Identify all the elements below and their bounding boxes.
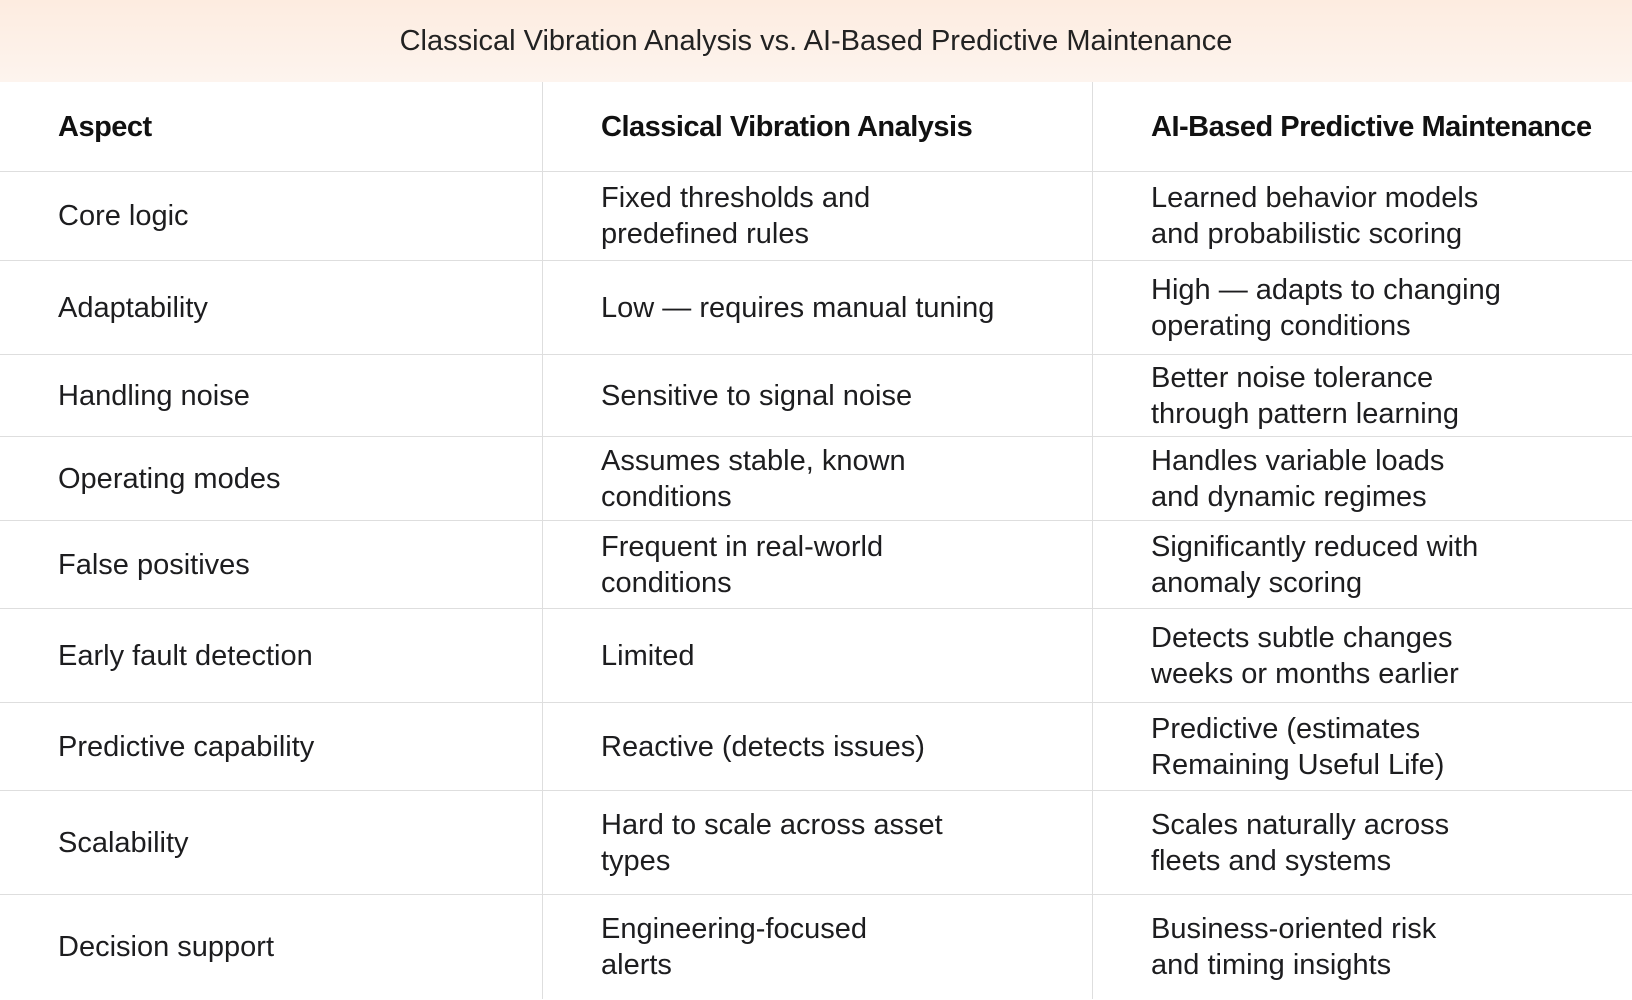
classical-cell: Engineering-focused alerts (542, 895, 1092, 999)
table-row (0, 703, 1632, 791)
classical-cell: Reactive (detects issues) (542, 703, 1092, 790)
table-row (0, 521, 1632, 609)
classical-cell: Fixed thresholds and predefined rules (542, 172, 1092, 260)
ai-cell: Better noise tolerance through pattern learning (1092, 355, 1632, 436)
header-classical: Classical Vibration Analysis (542, 82, 1092, 171)
aspect-cell: Early fault detection (58, 639, 313, 672)
ai-cell: Predictive (estimates Remaining Useful Life) (1092, 703, 1632, 790)
ai-cell: Scales naturally across fleets and systems (1092, 791, 1632, 894)
ai-cell: Significantly reduced with anomaly scoring (1092, 521, 1632, 608)
aspect-cell: Predictive capability (58, 730, 315, 763)
classical-cell: Limited (542, 609, 1092, 702)
table-row (0, 437, 1632, 521)
table-row (0, 791, 1632, 895)
table-title: Classical Vibration Analysis vs. AI-Based Predictive Maintenance (0, 0, 1632, 82)
classical-cell: Hard to scale across asset types (542, 791, 1092, 894)
table-row (0, 895, 1632, 999)
aspect-cell: False positives (58, 548, 250, 581)
classical-cell: Frequent in real-world conditions (542, 521, 1092, 608)
table-row (0, 609, 1632, 703)
ai-cell: Detects subtle changes weeks or months earlier (1092, 609, 1632, 702)
classical-cell: Assumes stable, known conditions (542, 437, 1092, 520)
aspect-cell: Handling noise (58, 379, 250, 412)
header-aspect: Aspect (58, 110, 152, 143)
comparison-table (0, 82, 1632, 999)
aspect-cell: Decision support (58, 931, 274, 963)
ai-cell: Handles variable loads and dynamic regimes (1092, 437, 1632, 520)
table-row (0, 355, 1632, 437)
classical-cell: Low — requires manual tuning (542, 261, 1092, 354)
ai-cell: Learned behavior models and probabilistic scoring (1092, 172, 1632, 260)
table-header-row (0, 82, 1632, 172)
aspect-cell: Operating modes (58, 462, 281, 495)
aspect-cell: Adaptability (58, 291, 208, 324)
aspect-cell: Core logic (58, 200, 189, 232)
header-ai: AI-Based Predictive Maintenance (1092, 82, 1632, 171)
classical-cell: Sensitive to signal noise (542, 355, 1092, 436)
aspect-cell: Scalability (58, 826, 189, 859)
table-row (0, 172, 1632, 261)
ai-cell: Business-oriented risk and timing insights (1092, 895, 1632, 999)
ai-cell: High — adapts to changing operating conditions (1092, 261, 1632, 354)
table-row (0, 261, 1632, 355)
